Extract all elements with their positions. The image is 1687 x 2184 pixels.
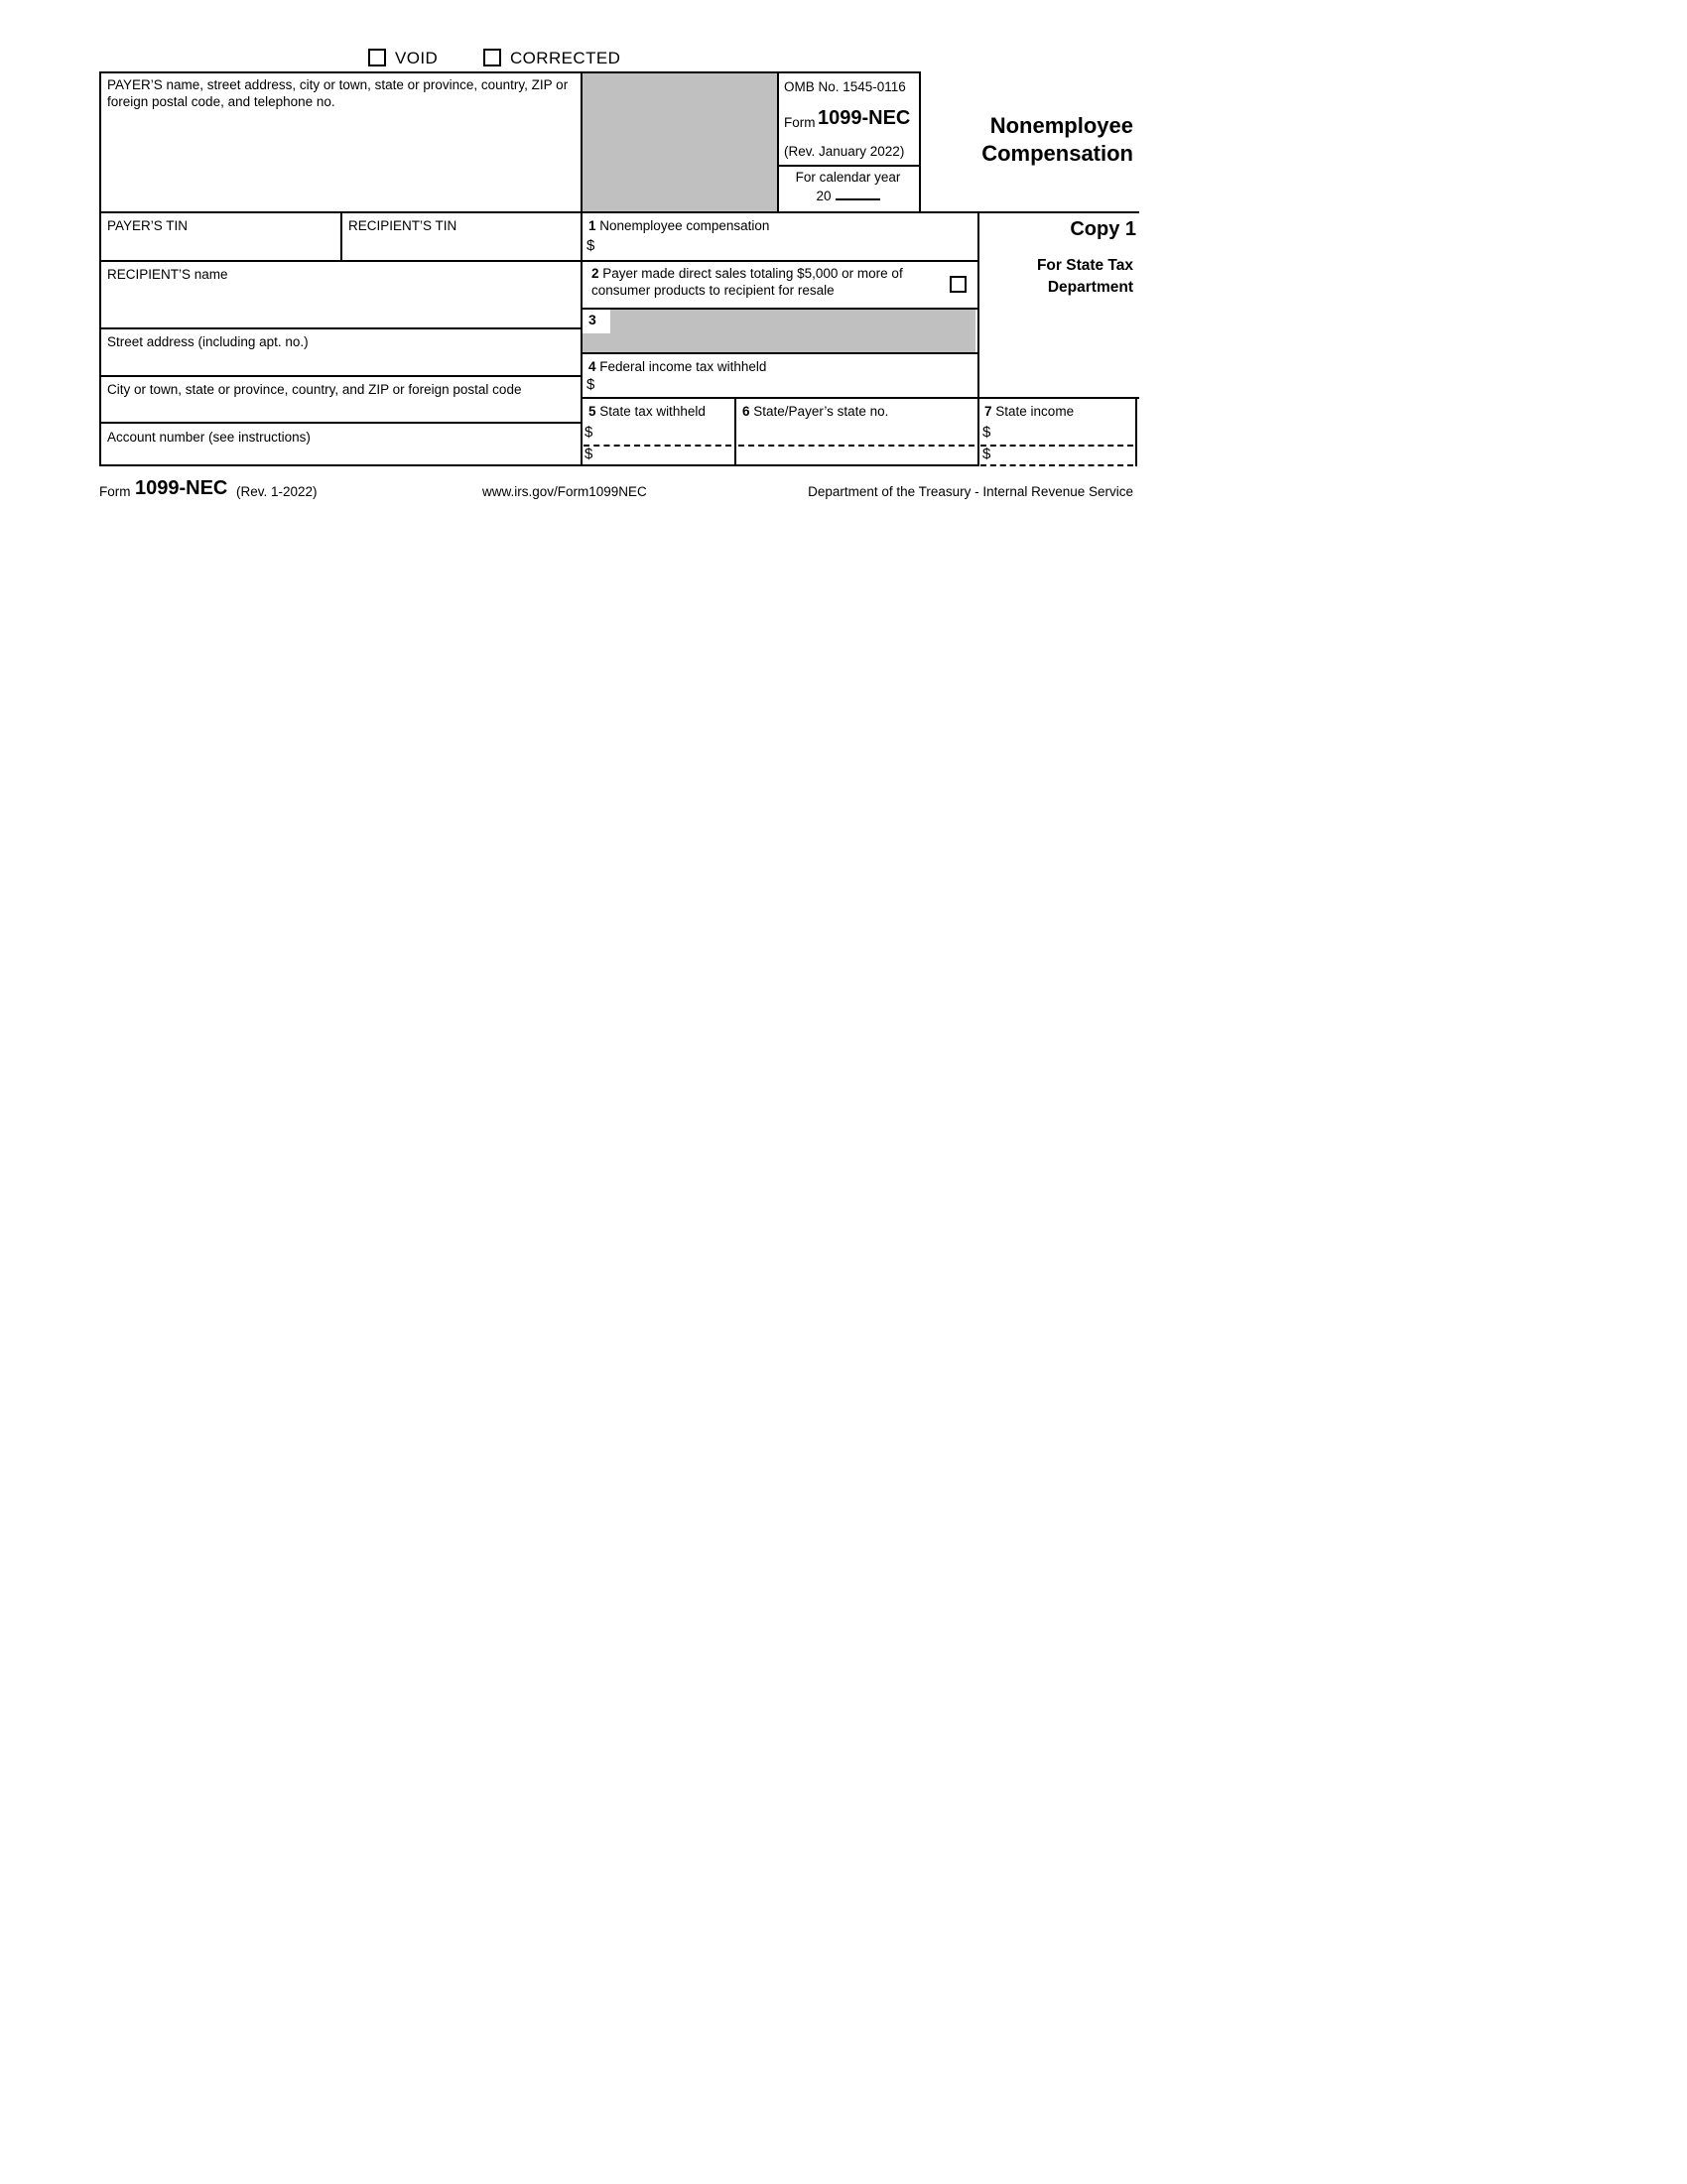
payer-tin-label: PAYER’S TIN xyxy=(107,218,189,233)
payer-tin-field[interactable] xyxy=(101,236,338,258)
box7-amount-row2[interactable] xyxy=(982,446,1131,463)
box5-amount-row2[interactable] xyxy=(584,446,731,463)
account-number-label: Account number (see instructions) xyxy=(107,430,311,445)
copy-for-line2: Department xyxy=(1047,279,1133,296)
recipient-name-field[interactable] xyxy=(101,286,578,325)
calendar-year-input[interactable] xyxy=(836,188,880,200)
form-title-line1: Nonemployee xyxy=(989,113,1133,138)
box1-amount-field[interactable] xyxy=(586,237,973,258)
corrected-label: CORRECTED xyxy=(510,49,621,67)
box4-label-text: Federal income tax withheld xyxy=(599,359,767,374)
dollar-sign: $ xyxy=(586,376,595,393)
form-border xyxy=(581,71,583,466)
box4-amount-field[interactable] xyxy=(586,376,973,396)
form-border xyxy=(581,308,977,310)
box3-number xyxy=(583,310,610,333)
copy-label: Copy 1 xyxy=(1070,218,1136,240)
form-border xyxy=(734,397,736,466)
box5-number: 5 xyxy=(588,404,596,419)
calendar-year-label: For calendar year xyxy=(795,170,901,185)
recipient-name-label: RECIPIENT’S name xyxy=(107,267,228,282)
form-border xyxy=(99,71,921,73)
footer-form-word: Form xyxy=(99,484,131,499)
dollar-sign: $ xyxy=(584,446,593,462)
box6-state-row1[interactable] xyxy=(738,424,974,443)
footer-department: Department of the Treasury - Internal Revenue Service xyxy=(808,484,1133,499)
form-border xyxy=(1135,397,1137,466)
box7-number: 7 xyxy=(984,404,992,419)
form-border xyxy=(99,327,581,329)
shaded-area-top xyxy=(583,73,777,211)
form-border xyxy=(977,211,979,466)
form-border xyxy=(99,211,1139,213)
box5-label xyxy=(588,403,732,420)
footer-form-number: 1099-NEC xyxy=(135,477,228,499)
void-checkbox[interactable] xyxy=(368,49,386,66)
dollar-sign: $ xyxy=(982,424,991,441)
direct-sales-checkbox[interactable] xyxy=(950,276,967,293)
recipient-tin-label: RECIPIENT’S TIN xyxy=(348,218,457,233)
box4-number: 4 xyxy=(588,359,596,374)
box6-label-text: State/Payer’s state no. xyxy=(753,404,889,419)
form-border xyxy=(581,397,1139,399)
omb-number: OMB No. 1545-0116 xyxy=(784,79,906,94)
entry-dashed-line xyxy=(980,464,1133,466)
dollar-sign: $ xyxy=(584,424,593,441)
city-label: City or town, state or province, country, and ZIP or foreign postal code xyxy=(107,382,522,397)
box5-label-text: State tax withheld xyxy=(599,404,706,419)
box6-state-row2[interactable] xyxy=(738,446,974,463)
form-number: 1099-NEC xyxy=(818,107,911,129)
box6-number: 6 xyxy=(742,404,750,419)
form-title xyxy=(893,112,1133,168)
copy-for-line1: For State Tax xyxy=(1036,257,1133,274)
city-field[interactable] xyxy=(101,399,578,421)
payer-info-field[interactable] xyxy=(101,111,578,208)
form-border xyxy=(99,422,581,424)
box7-label xyxy=(984,403,1133,420)
box2-label xyxy=(591,265,937,300)
box3-number-text: 3 xyxy=(588,312,596,327)
box1-label-text: Nonemployee compensation xyxy=(599,218,770,233)
street-address-field[interactable] xyxy=(101,351,578,373)
box1-number: 1 xyxy=(588,218,596,233)
shaded-area-box3 xyxy=(583,310,975,352)
account-number-field[interactable] xyxy=(101,447,578,463)
box5-amount-row1[interactable] xyxy=(584,424,731,443)
street-address-label: Street address (including apt. no.) xyxy=(107,334,309,349)
form-border xyxy=(581,352,977,354)
corrected-checkbox[interactable] xyxy=(483,49,501,66)
form-border xyxy=(99,375,581,377)
box7-label-text: State income xyxy=(995,404,1075,419)
footer-revision: (Rev. 1-2022) xyxy=(236,484,318,499)
form-border xyxy=(99,260,977,262)
void-label: VOID xyxy=(395,49,439,67)
footer-url[interactable]: www.irs.gov/Form1099NEC xyxy=(482,484,647,499)
form-title-line2: Compensation xyxy=(981,141,1133,167)
box7-amount-row1[interactable] xyxy=(982,424,1131,443)
dollar-sign: $ xyxy=(586,237,595,254)
box6-label xyxy=(742,403,971,420)
payer-info-label: PAYER’S name, street address, city or town, state or province, country, ZIP or foreign postal code, and telephone no. xyxy=(107,77,569,110)
calendar-year-prefix: 20 xyxy=(816,189,832,203)
calendar-year-row xyxy=(779,188,917,203)
box1-label xyxy=(588,217,966,234)
dollar-sign: $ xyxy=(982,446,991,462)
form-border xyxy=(99,464,977,466)
box4-label xyxy=(588,358,966,375)
form-revision: (Rev. January 2022) xyxy=(784,144,905,159)
box2-label-text: Payer made direct sales totaling $5,000 or more of consumer products to recipient for resale xyxy=(591,266,903,299)
box2-number: 2 xyxy=(591,266,599,281)
form-word: Form xyxy=(784,115,816,130)
recipient-tin-field[interactable] xyxy=(342,236,579,258)
